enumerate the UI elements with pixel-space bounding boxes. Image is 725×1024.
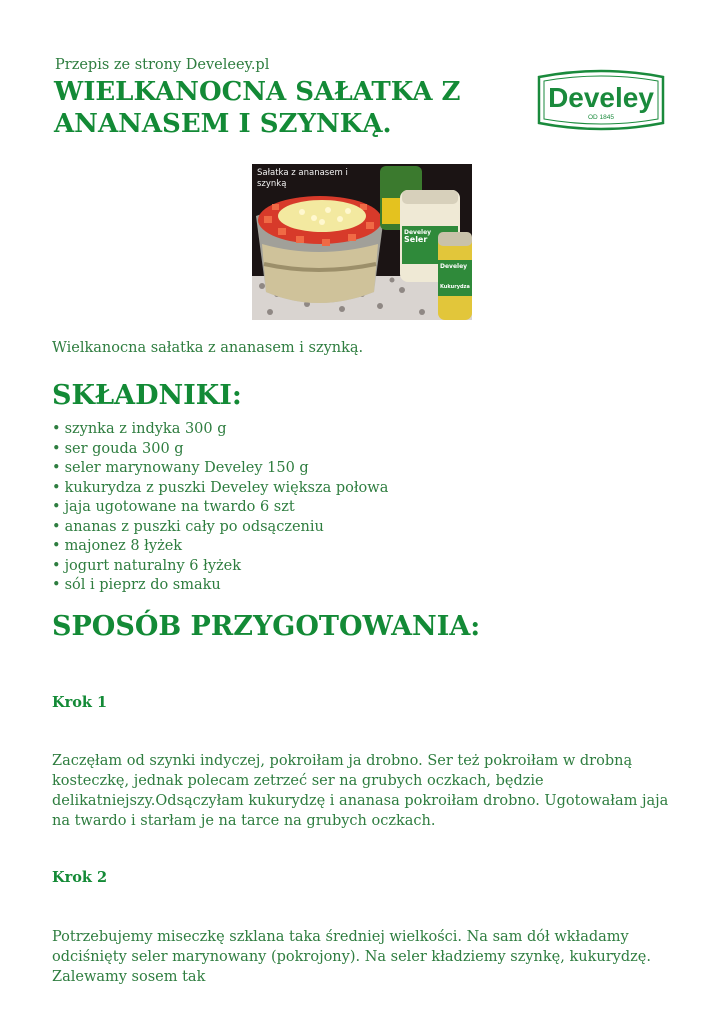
jar-label-kukurydza: Kukurydza <box>440 284 470 290</box>
photo-caption: Sałatka z ananasem i szynką <box>257 168 348 189</box>
logo-brand: Develey <box>548 82 654 113</box>
ingredient-item: • ser gouda 300 g <box>52 440 388 460</box>
jar-label-develey-1: Develey <box>404 229 432 236</box>
step-1-text: Zaczęłam od szynki indyczej, pokroiłam ja drobno. Ser też pokroiłam w drobną kosteczkę, jednak polecam zetrzeć ser na grubych oczkach, będzie delikatniejszy.Odsączyłam kukurydzę i ananasa pokroiłam drobno. Ugotowałam jaja na twardo i starłam je na tarce na grubych oczkach. <box>52 753 669 829</box>
step-2-text: Potrzebujemy miseczkę szklana taka średniej wielkości. Na sam dół wkładamy odciśnięty seler marynowany (pokrojony). Na seler kładziemy szynkę, kukurydzę. Zalewamy sosem tak <box>52 929 651 985</box>
ingredient-item: • majonez 8 łyżek <box>52 537 388 557</box>
step-1-title: Krok 1 <box>52 694 108 711</box>
ingredient-item: • kukurydza z puszki Develey większa połowa <box>52 479 388 499</box>
ingredient-item: • szynka z indyka 300 g <box>52 420 388 440</box>
ingredient-item: • sól i pieprz do smaku <box>52 576 388 596</box>
ingredient-item: • ananas z puszki cały po odsączeniu <box>52 518 388 538</box>
logo-since: OD 1845 <box>587 114 615 121</box>
ingredient-item: • jogurt naturalny 6 łyżek <box>52 557 388 577</box>
recipe-source: Przepis ze strony Develeey.pl <box>55 57 270 73</box>
recipe-intro: Wielkanocna sałatka z ananasem i szynką. <box>52 340 364 356</box>
jar-label-seler: Seler <box>404 235 428 244</box>
jar-label-develey-2: Develey <box>440 263 468 270</box>
develey-logo <box>531 67 671 133</box>
ingredients-heading: SKŁADNIKI: <box>52 380 242 411</box>
recipe-title: WIELKANOCNA SAŁATKA Z ANANASEM I SZYNKĄ. <box>54 77 461 139</box>
salad-photo <box>252 164 472 320</box>
ingredients-list <box>52 420 388 596</box>
step-2-title: Krok 2 <box>52 869 108 886</box>
ingredient-item: • seler marynowany Develey 150 g <box>52 459 388 479</box>
preparation-heading: SPOSÓB PRZYGOTOWANIA: <box>52 611 481 642</box>
ingredient-item: • jaja ugotowane na twardo 6 szt <box>52 498 388 518</box>
